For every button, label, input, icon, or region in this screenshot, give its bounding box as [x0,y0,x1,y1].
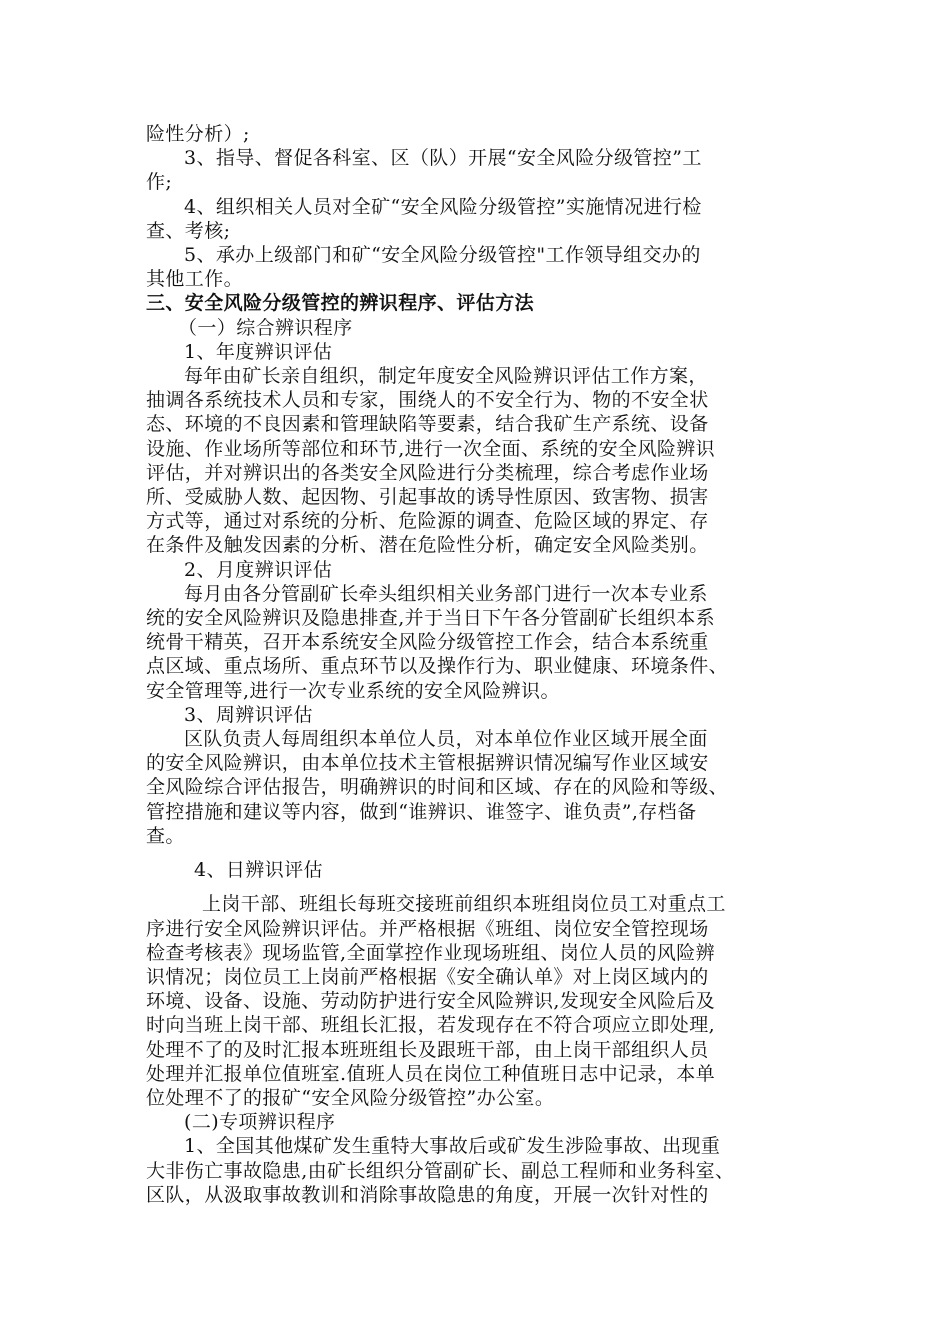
paragraph-line: 管控措施和建议等内容，做到“谁辨识、谁签字、谁负责”,存档备 [146,800,697,823]
paragraph-line: 处理不了的及时汇报本班班组长及跟班干部，由上岗干部组织人员 [146,1038,709,1061]
paragraph-line: 作; [146,171,173,194]
paragraph-line: 检查考核表》现场监管,全面掌控作业现场班组、岗位人员的风险辨 [146,941,716,964]
paragraph-line: 安全管理等,进行一次专业系统的安全风险辨识。 [146,679,560,702]
paragraph-line: 全风险综合评估报告，明确辨识的时间和区域、存在的风险和等级、 [146,776,729,799]
paragraph-line: 区队，从汲取事故教训和消除事故隐患的角度，开展一次针对性的 [146,1183,709,1206]
paragraph-line: 险性分析）; [146,123,250,145]
list-item-5: 5、承办上级部门和矿“安全风险分级管控"工作领导组交办的 [184,244,701,267]
section-heading: 三、安全风险分级管控的辨识程序、评估方法 [146,292,535,315]
subsection-heading: （一）综合辨识程序 [178,316,353,339]
paragraph-line: 环境、设备、设施、劳动防护进行安全风险辨识,发现安全风险后及 [146,990,716,1013]
paragraph-line: 位处理不了的报矿“安全风险分级管控”办公室。 [146,1086,555,1109]
paragraph-line: 其他工作。 [146,268,244,291]
paragraph-line: 每年由矿长亲自组织，制定年度安全风险辨识评估工作方案， [184,365,708,388]
paragraph-line: 的安全风险辨识，由本单位技术主管根据辨识情况编写作业区域安 [146,752,709,775]
paragraph-line: 点区域、重点场所、重点环节以及操作行为、职业健康、环境条件、 [146,655,729,678]
spacer [146,848,814,858]
paragraph-line: 统的安全风险辨识及隐患排查,并于当日下午各分管副矿长组织本系 [146,607,716,630]
paragraph-line: 统骨干精英，召开本系统安全风险分级管控工作会，结合本系统重 [146,631,709,654]
list-item-3: 3、指导、督促各科室、区（队）开展“安全风险分级管控”工 [184,147,702,170]
item-heading: 1、年度辨识评估 [184,340,333,363]
paragraph-line: 方式等，通过对系统的分析、危险源的调查、危险区域的界定、存 [146,510,709,533]
paragraph-line: 处理并汇报单位值班室.值班人员在岗位工种值班日志中记录，本单 [146,1062,716,1085]
paragraph-line: 序进行安全风险辨识评估。并严格根据《班组、岗位安全管控现场 [146,917,709,940]
paragraph-line: 查。 [146,824,185,847]
paragraph-line: 大非伤亡事故隐患,由矿长组织分管副矿长、副总工程师和业务科室、 [146,1159,735,1182]
paragraph-line: 所、受威胁人数、起因物、引起事故的诱导性原因、致害物、损害 [146,486,709,509]
document-page [146,122,814,1207]
paragraph-line: 在条件及触发因素的分析、潜在危险性分析，确定安全风险类别。 [146,534,709,557]
paragraph-line: 区队负责人每周组织本单位人员，对本单位作业区域开展全面 [184,728,708,751]
subsection-heading: (二)专项辨识程序 [184,1111,336,1134]
paragraph-line: 抽调各系统技术人员和专家，围绕人的不安全行为、物的不安全状 [146,389,709,412]
paragraph-line: 评估，并对辨识出的各类安全风险进行分类梳理，综合考虑作业场 [146,461,709,484]
item-heading: 3、周辨识评估 [184,703,313,726]
paragraph-line: 设施、作业场所等部位和环节,进行一次全面、系统的安全风险辨识 [146,437,716,460]
paragraph-line: 查、考核; [146,219,231,242]
paragraph-line: 时向当班上岗干部、班组长汇报，若发现存在不符合项应立即处理, [146,1014,716,1037]
paragraph-line: 每月由各分管副矿长牵头组织相关业务部门进行一次本专业系 [184,582,708,605]
spacer [146,882,814,892]
paragraph-line: 态、环境的不良因素和管理缺陷等要素，结合我矿生产系统、设备 [146,413,709,436]
paragraph-line: 识情况；岗位员工上岗前严格根据《安全确认单》对上岗区域内的 [146,965,709,988]
paragraph-line: 上岗干部、班组长每班交接班前组织本班组岗位员工对重点工 [202,893,726,916]
item-heading: 4、日辨识评估 [194,859,323,882]
item-heading: 2、月度辨识评估 [184,558,333,581]
list-item-4: 4、组织相关人员对全矿“安全风险分级管控”实施情况进行检 [184,195,702,218]
paragraph-line: 1、全国其他煤矿发生重特大事故后或矿发生涉险事故、出现重 [184,1135,721,1158]
